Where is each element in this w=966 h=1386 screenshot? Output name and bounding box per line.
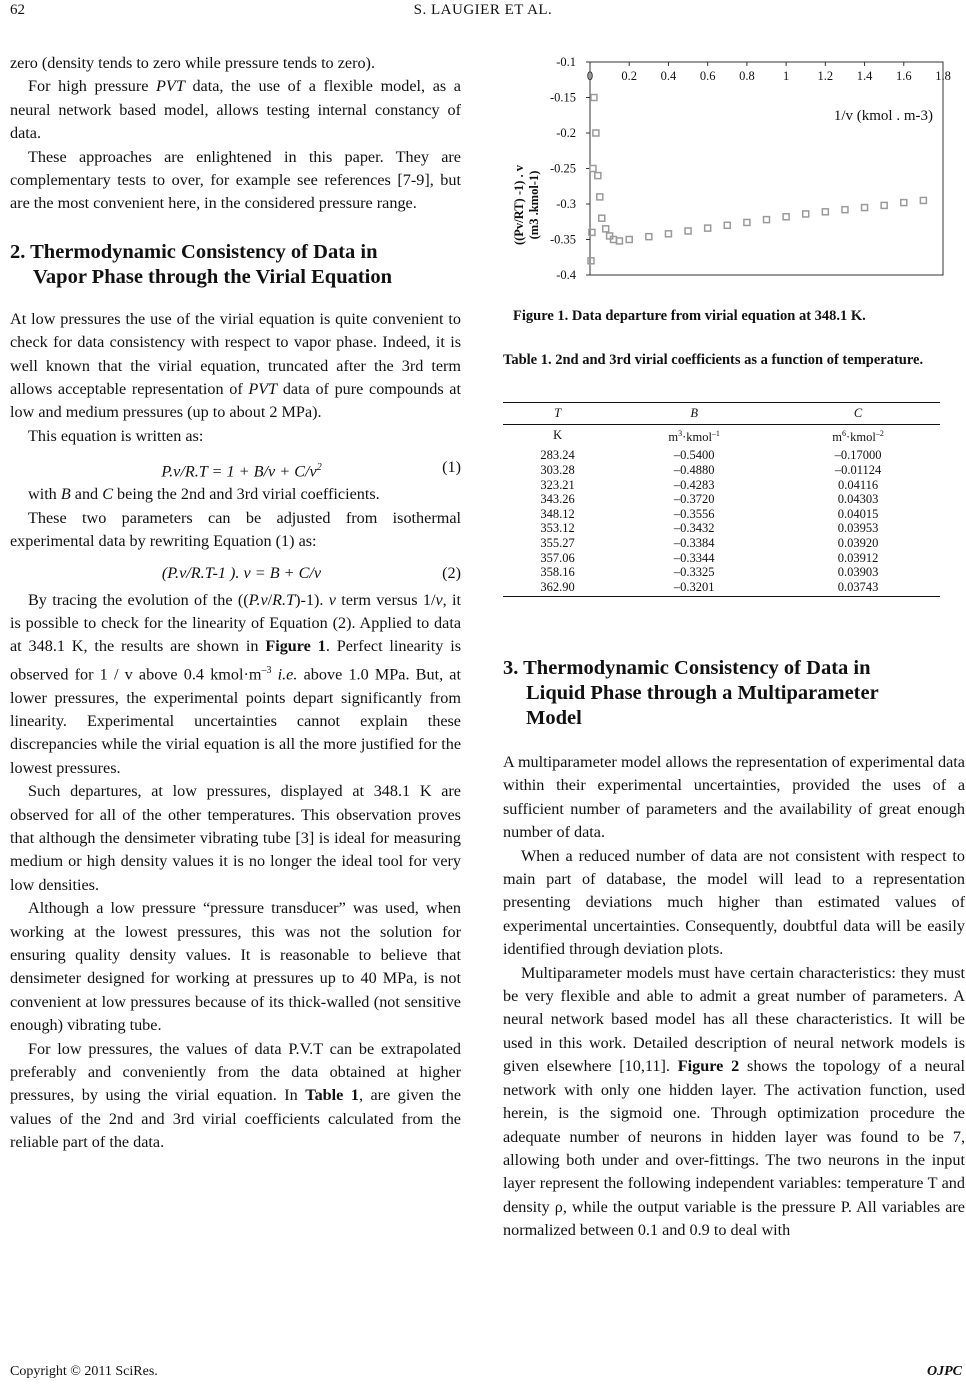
data-point [626,237,632,243]
plot-frame [590,62,943,275]
paragraph: For high pressure PVT data, the use of a flexible model, as a neural network based model, allows testing internal constancy of data. [10,77,461,143]
table-1 [503,402,940,597]
journal-abbrev: OJPC [927,1364,962,1379]
section-heading-3: 3. Thermodynamic Consistency of Data in Liquid Phase through a Multiparameter Model [503,657,879,729]
table-cell: –0.3201 [612,580,776,597]
data-point [803,211,809,217]
table-cell: –0.3720 [673,492,715,507]
data-point [862,205,868,211]
y-tick-label: -0.15 [549,90,576,105]
unit-B: $m^3\cdot kmol^{-1}$ [668,428,720,444]
running-authors: S. LAUGIER ET AL. [413,2,553,18]
paragraph: This equation is written as: [28,426,204,445]
data-point [705,225,711,231]
x-axis-label: 1/v (kmol . m-3) [833,108,933,124]
table-cell: 362.90 [503,580,612,597]
table-cell: 355.27 [540,535,575,550]
copyright: Copyright © 2011 SciRes. [10,1364,158,1379]
table-cell: 358.16 [540,565,575,580]
data-point [685,228,691,234]
paragraph: These two parameters can be adjusted from isothermal experimental data by rewriting Equation (1) as: [10,508,461,551]
table-row [503,565,940,580]
data-point [665,231,671,237]
x-tick-label: 1.4 [856,69,873,83]
data-point [588,258,594,264]
paragraph: Although a low pressure “pressure transducer” was used, when working at the lowest pressures, this was not the solution for ensuring quality density values. It is reasonable to believe that densimeter designed for working at pressures up to 40 MPa, is not convenient at low pressures because of its thick-walled (not sensitive enough) vibrating tube. [10,899,461,1035]
data-point [783,214,789,220]
table-1-caption: Table 1. 2nd and 3rd virial coefficients as a function of temperature. [503,352,924,368]
y-tick-label: -0.35 [549,232,576,247]
data-point [724,222,730,228]
data-point [595,173,601,179]
y-tick-label: -0.1 [556,55,576,69]
data-point [603,226,609,232]
page-number: 62 [10,2,25,18]
paragraph: For low pressures, the values of data P.V.T can be extrapolated preferably and conveniently from the data obtained at higher pressures, by using the virial equation. In Table 1, are given the values of the 2nd and 3rd virial coefficients calculated from the reliable part of the data. [10,1039,461,1152]
x-tick-label: 0.8 [739,69,755,83]
paragraph: These approaches are enlightened in this paper. They are complementary tests to over, for example see references [7-9], but are the most convenient here, in the considered pressure range. [10,147,461,213]
paragraph: zero (density tends to zero while pressure tends to zero). [10,54,375,72]
table-cell: 0.03912 [837,550,879,565]
table-cell: –0.4283 [673,477,715,492]
x-tick-label: 0.2 [621,69,638,83]
data-point [744,219,750,225]
paragraph: By tracing the evolution of the ((P.v/R.T)-1). v term versus 1/v, it is possible to check for the linearity of Equation (2). Applied to data at 348.1 K, the results are shown in Figure 1. Perfect linearity is observed for 1 / v above 0.4 $kmol\cdot m^{-3}$ i.e. above 1.0 MPa. But, at lower pressures, the experimental points depart significantly from linearity. Experimental uncertainties cannot explain these discrepancies while the virial equation is all the more justified for the lowest pressures. [10,590,462,777]
x-axis-ticks [587,62,951,83]
table-cell: 357.06 [540,550,575,565]
x-tick-label: 0.6 [699,69,716,83]
y-axis-label-line1: ((Pv/RT) -1) . v [512,164,526,246]
table-row [503,492,940,507]
x-tick-label: 0 [586,69,594,83]
left-column [10,52,461,1155]
table-row [503,478,940,493]
x-tick-label: 1.8 [935,69,951,83]
data-point [764,217,770,223]
equation-1: $P.v/R.T = 1 + B/v + C/v^2$ (1) [161,458,461,481]
paragraph: When a reduced number of data are not consistent with respect to main part of database, the model will lead to a representation presenting deviations much higher than estimated values of experimental uncertainties. Consequently, doubtful data will be easily identified through deviation plots. [503,846,965,959]
data-point [881,202,887,208]
y-tick-label: -0.2 [556,126,576,140]
table-cell: –0.17000 [834,448,882,463]
section-heading-2: 2. Thermodynamic Consistency of Data in Vapor Phase through the Virial Equation [10,240,393,288]
data-point [591,95,597,101]
data-point [616,238,622,244]
x-tick-label: 0.4 [660,69,677,83]
figure-1 [503,50,965,295]
paragraph: Multiparameter models must have certain characteristics: they must be very flexible and able to admit a great number of parameters. A neural network based model has all these characteristics. It will be used in this work. Detailed description of neural network models is given elsewhere [10,11]. Figure 2 shows the topology of a neural network with only one hidden layer. The activation function, used herein, is the sigmoid one. Through optimization procedure the adequate number of neurons in hidden layer was found to be 7, allowing both under and over-fittings. The two neurons in the input layer represent the following independent variables: temperature T and density ρ, while the output variable is the pressure P. All variables are normalized between 0.1 and 0.9 to deal with [503,963,965,1240]
y-tick-label: -0.3 [556,197,576,211]
paragraph: with B and C being the 2nd and 3rd virial coefficients. [28,485,380,504]
column-header-B: B [612,403,776,425]
paragraph: A multiparameter model allows the representation of experimental data within their experimental uncertainties, provided the uses of a sufficient number of parameters and the availability of great enough number of data. [503,753,965,842]
table-row [503,521,940,536]
data-point [593,130,599,136]
y-tick-label: -0.4 [556,268,576,282]
data-point [599,215,605,221]
data-point [590,166,596,172]
table-row [503,463,940,478]
unit-C: $m^6\cdot kmol^{-2}$ [832,428,884,444]
table-cell: –0.3325 [673,565,715,580]
column-header-C: C [776,403,940,425]
table-row [503,507,940,522]
table-cell: –0.5400 [673,448,715,463]
table-cell: –0.3556 [673,506,715,521]
paragraph: At low pressures the use of the virial equation is quite convenient to check for data consistency with respect to vapor phase. Indeed, it is well known that the virial equation, truncated after the 3rd term allows acceptable representation of PVT data of pure compounds at low and medium pressures (up to about 2 MPa). [10,309,461,422]
table-cell: –0.4880 [673,462,715,477]
table-cell: 353.12 [540,521,575,536]
table-units-row [503,424,940,448]
x-tick-label: 1.6 [895,69,912,83]
data-point [646,234,652,240]
table-row [503,580,940,597]
figure-1-caption: Figure 1. Data departure from virial equation at 348.1 K. [513,308,866,324]
paragraph: Such departures, at low pressures, displayed at 348.1 K are observed for all of the other temperatures. This observation proves that although the densimeter vibrating tube [3] is ideal for measuring medium or high density values it is no longer the ideal tool for very low densities. [10,782,461,894]
column-header-T: T [503,403,612,425]
table-cell: 303.28 [540,462,575,477]
table-row [503,551,940,566]
data-point [597,194,603,200]
x-tick-label: 1 [782,69,790,83]
unit-T: K [553,428,563,443]
x-tick-label: 1.2 [817,69,834,83]
equation-2: (P.v/R.T-1 ). v = B + C/v (2) [161,563,461,582]
y-tick-label: -0.25 [549,161,576,176]
data-point [842,207,848,213]
table-cell: –0.3384 [673,535,715,550]
table-cell: 323.21 [540,477,575,492]
table-cell: 348.12 [540,506,575,521]
y-axis-label-line2: (m3 .kmol-1) [527,170,541,240]
table-cell: 283.24 [540,448,575,463]
table-cell: 0.04116 [837,477,879,492]
table-cell: 0.04303 [837,492,879,507]
table-cell: –0.01124 [834,462,882,477]
table-cell: 0.03920 [837,535,879,550]
table-cell: –0.3344 [673,550,715,565]
virial-coefficients-table [503,402,940,597]
table-cell: –0.3432 [673,521,715,536]
table-cell: 343.26 [540,492,575,507]
table-row [503,536,940,551]
y-axis-ticks [550,55,590,282]
table-cell: 0.03953 [837,521,879,536]
virial-departure-chart [503,50,965,295]
table-cell: 0.03903 [837,565,879,580]
table-row [503,448,940,463]
page-header [0,0,966,24]
data-point [920,197,926,203]
right-column [503,656,965,1243]
data-point [822,209,828,215]
table-cell: 0.03743 [776,580,940,597]
table-cell: 0.04015 [837,506,879,521]
data-point [901,200,907,206]
